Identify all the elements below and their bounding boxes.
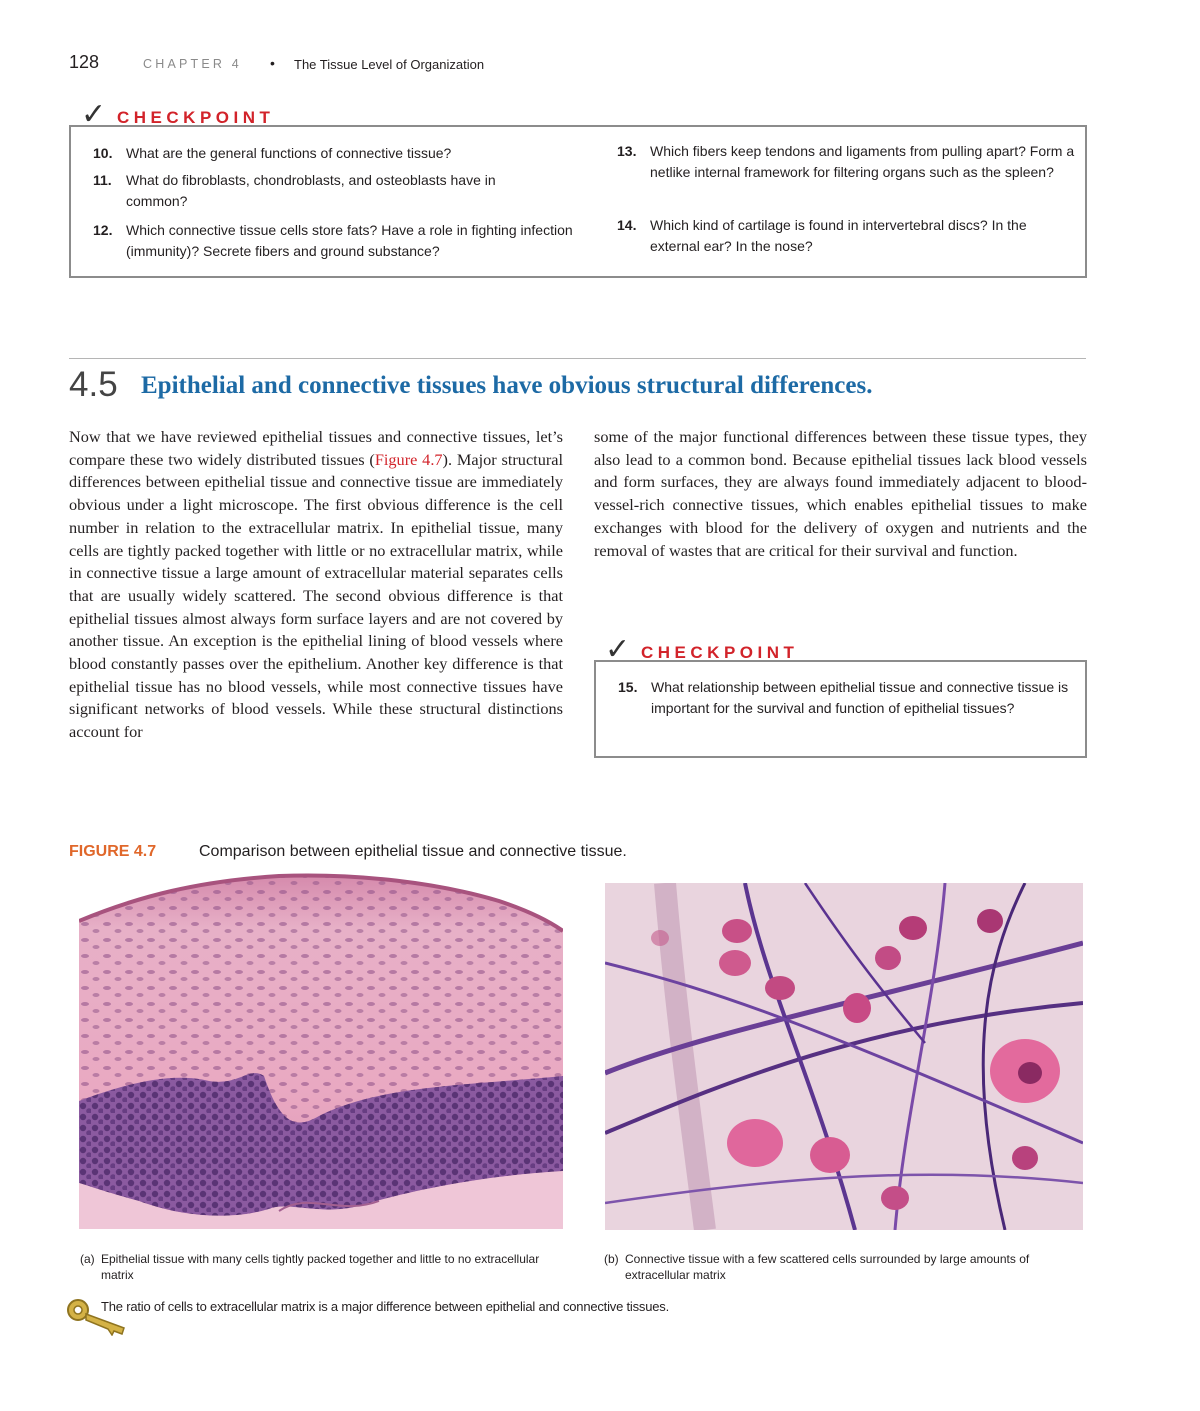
header-bullet: • — [270, 55, 275, 71]
section-title: Epithelial and connective tissues have obvious structural differences. — [141, 372, 873, 399]
question-11: 11. What do fibroblasts, chondroblasts, and osteoblasts have in common? — [93, 172, 496, 209]
figure-reference-link[interactable]: Figure 4.7 — [374, 449, 443, 469]
key-concept-note: The ratio of cells to extracellular matrix is a major difference between epithelial and connective tissues. — [101, 1299, 669, 1314]
question-10: 10. What are the general functions of connective tissue? — [93, 145, 452, 161]
question-15: 15. What relationship between epithelial tissue and connective tissue is important for the survival and function of epithelial tissues? — [618, 679, 1069, 716]
connective-tissue-micrograph — [605, 883, 1083, 1230]
caption-b: (b) Connective tissue with a few scattered cells surrounded by large amounts of extracellular matrix — [604, 1252, 1030, 1282]
checkpoint-box — [69, 125, 1087, 278]
page-number: 128 — [69, 52, 100, 72]
figure-title: Comparison between epithelial tissue and connective tissue. — [199, 843, 627, 860]
checkpoint-box — [594, 660, 1087, 758]
question-12: 12. Which connective tissue cells store fats? Have a role in fighting infection (immunity)? Secrete fibers and ground substance? — [93, 222, 573, 259]
checkpoint-label: CHECKPOINT — [117, 108, 275, 127]
chapter-title: The Tissue Level of Organization — [294, 57, 485, 72]
caption-a: (a) Epithelial tissue with many cells tightly packed together and little to no extracellular matrix — [80, 1252, 540, 1282]
section-rule — [69, 358, 1086, 359]
question-13: 13. Which fibers keep tendons and ligaments from pulling apart? Form a netlike internal framework for filtering organs such as the spleen? — [617, 143, 1075, 180]
body-column-right: some of the major functional differences between these tissue types, they also lead to a common bond. Because epithelial tissues lack blood vessels and form surfaces, they are always found immediately adjacent to blood-vessel-rich connective tissues, which enables epithelial tissues to make exchanges with blood for the delivery of oxygen and nutrients and the removal of wastes that are critical for their survival and function. — [594, 427, 1087, 560]
checkmark-icon: ✓ — [81, 97, 107, 132]
figure-label: FIGURE 4.7 — [69, 843, 157, 860]
checkpoint-label: CHECKPOINT — [641, 643, 799, 662]
epithelial-tissue-micrograph — [79, 871, 563, 1229]
body-column-left: Now that we have reviewed epithelial tissues and connective tissues, let’s compare these two widely distributed tissues (Figure 4.7). Major structural differences between epithelial tissue and connective tissue are immediately obvious under a light microscope. The first obvious difference is the cell number in relation to the extracellular matrix. In epithelial tissue, many cells are tightly packed together with little or no extracellular matrix, while in connective tissue a large amount of extracellular material separates cells that are usually widely scattered. The second obvious difference is that epithelial tissues almost always form surface layers and are not covered by another tissue. An exception is the epithelial lining of blood vessels where blood constantly passes over the epithelium. Another key difference is that epithelial tissue has no blood vessels, while most connective tissues have significant networks of blood vessels. While these structural distinctions account for — [69, 427, 564, 742]
question-14: 14. Which kind of cartilage is found in intervertebral discs? In the external ear? In the nose? — [617, 217, 1027, 254]
chapter-label: CHAPTER 4 — [143, 57, 242, 71]
checkmark-icon: ✓ — [605, 632, 631, 667]
section-number: 4.5 — [69, 365, 118, 404]
